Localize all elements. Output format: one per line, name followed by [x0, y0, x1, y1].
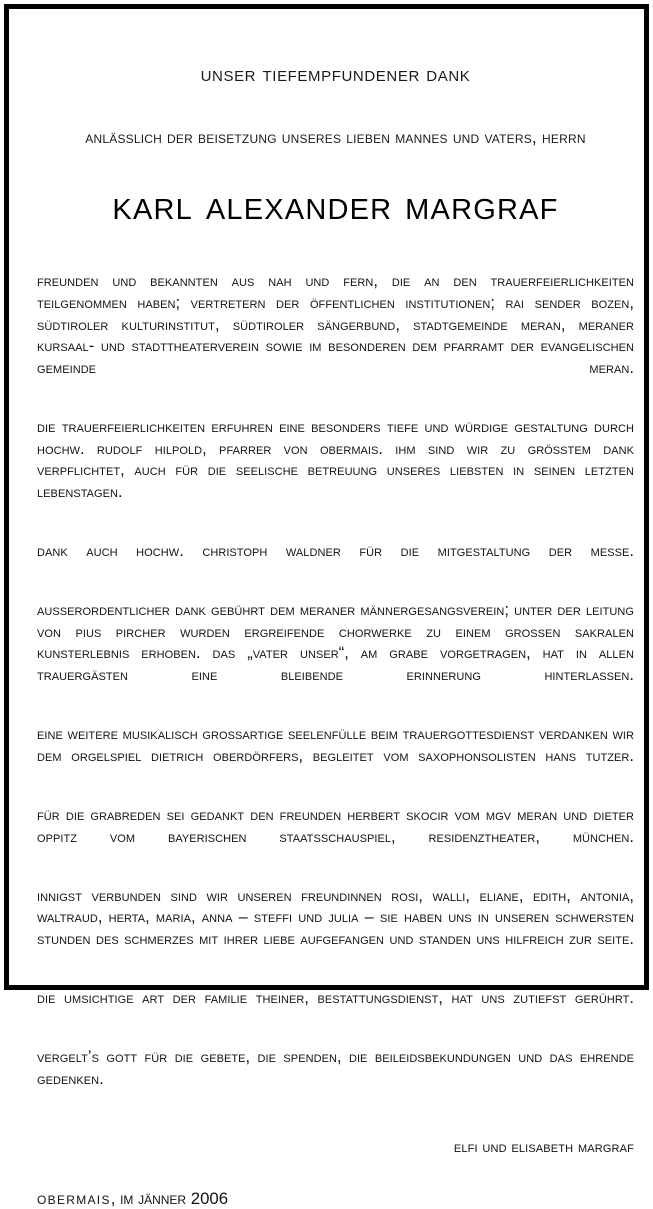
place-name: obermais: [37, 1189, 111, 1209]
paragraph: eine weitere musikalisch grossartige seelenfülle beim trauergottesdienst verdanken wir dem orgelspiel dietrich oberdörfers, begleitet vom saxophonsolisten hans tutzer.: [37, 725, 634, 765]
card-content: [37, 21, 634, 1209]
date-text: , im jänner 2006: [110, 1189, 229, 1209]
subtitle: anlässlich der beisetzung unseres lieben mannes und vaters, herrn: [85, 127, 586, 148]
paragraph: innigst verbunden sind wir unseren freundinnen rosi, walli, eliane, edith, antonia, waltraud, herta, maria, anna – steffi und julia – sie haben uns in unseren schwersten stunden des schmerzes mit ihrer liebe aufgefangen und standen uns hilfreich zur seite.: [37, 886, 634, 948]
paragraph: die trauerfeierlichkeiten erfuhren eine besonders tiefe und würdige gestaltung durch hochw. rudolf hilpold, pfarrer von obermais. ihm sind wir zu grösstem dank verpflichtet, auch für die seelische betreuung unseres liebsten in seinen letzten lebenstagen.: [37, 418, 634, 501]
place-and-date: [37, 1189, 634, 1209]
paragraph: freunden und bekannten aus nah und fern, die an den trauerfeierlichkeiten teilgenommen haben; vertretern der öffentlichen institutionen; rai sender bozen, südtiroler kulturinstitut, südtiroler sängerbund, stadtgemeinde meran, meraner kursaal- und stadttheaterverein sowie im besonderen dem pfarramt der evangelischen gemeinde meran.: [37, 272, 634, 377]
paragraph: für die grabreden sei gedankt den freunden herbert skocir vom mgv meran und dieter oppitz vom bayerischen staatsschauspiel, residenztheater, münchen.: [37, 805, 634, 846]
body-text: [37, 271, 634, 1112]
page-title: unser tiefempfundener dank: [200, 63, 471, 86]
paragraph: dank auch hochw. christoph waldner für die mitgestaltung der messe.: [37, 541, 634, 560]
paragraph: ausserordentlicher dank gebührt dem meraner männergesangsverein; unter der leitung von pius pircher wurden ergreifende chorwerke zu einem grossen sakralen kunsterlebnis erhoben. das „vater unser“, am grabe vorgetragen, hat in allen trauergästen eine bleibende erinnerung hinterlassen.: [37, 601, 634, 684]
paragraph: die umsichtige art der familie theiner, bestattungsdienst, hat uns zutiefst gerührt.: [37, 989, 634, 1008]
deceased-name: karl alexander margraf: [112, 181, 559, 229]
signature: elfi und elisabeth margraf: [453, 1138, 634, 1157]
paragraph: vergelt’s gott für die gebete, die spenden, die beileidsbekundungen und das ehrende gedenken.: [37, 1048, 634, 1088]
black-border-frame: [4, 4, 649, 1209]
